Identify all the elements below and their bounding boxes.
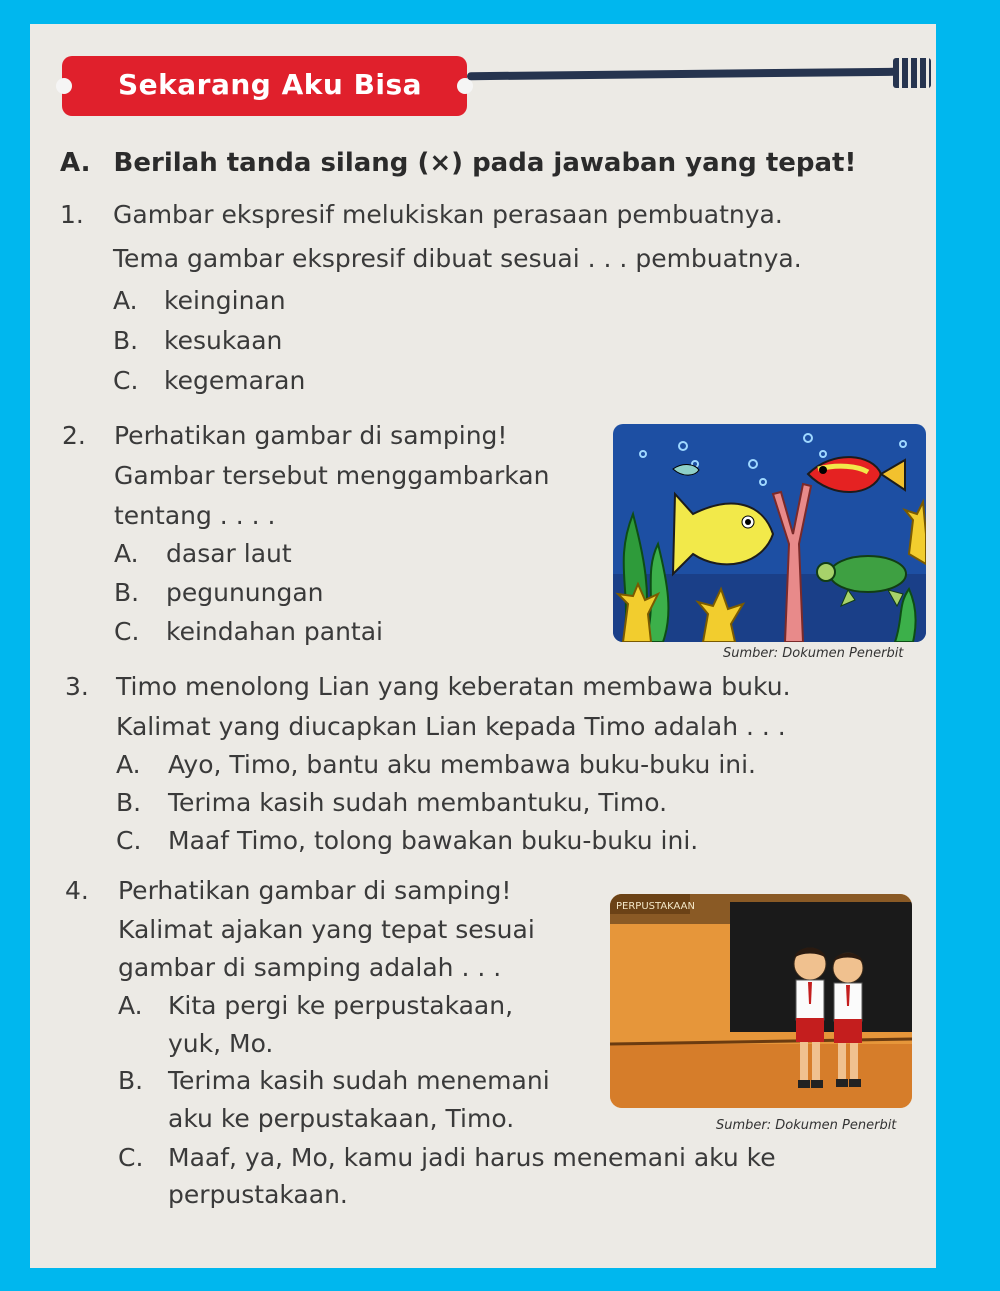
question-1-number: 1. <box>60 200 84 229</box>
question-3-number: 3. <box>65 672 89 701</box>
underwater-illustration <box>613 424 926 642</box>
question-2-line-3: tentang . . . . <box>114 501 276 530</box>
image-2-caption: Sumber: Dokumen Penerbit <box>716 1118 897 1133</box>
header-banner <box>62 56 467 116</box>
question-4-option-b-text[interactable]: Terima kasih sudah menemani <box>168 1066 550 1095</box>
question-3-option-a-letter[interactable]: A. <box>116 750 141 779</box>
question-4-line-1: Perhatikan gambar di samping! <box>118 876 512 905</box>
question-2-number: 2. <box>62 421 86 450</box>
question-4-line-3: gambar di samping adalah . . . <box>118 953 502 982</box>
question-2-option-b-text[interactable]: pegunungan <box>166 578 324 607</box>
question-4-option-a-text-2[interactable]: yuk, Mo. <box>168 1029 274 1058</box>
question-1-line-1: Gambar ekspresif melukiskan perasaan pembuatnya. <box>113 200 783 229</box>
banner-rule-end <box>893 58 931 88</box>
question-3-option-b-letter[interactable]: B. <box>116 788 142 817</box>
question-1-line-2: Tema gambar ekspresif dibuat sesuai . . . pembuatnya. <box>113 244 802 273</box>
library-illustration <box>610 894 912 1108</box>
question-1-option-b-letter[interactable]: B. <box>113 326 139 355</box>
image-1-caption: Sumber: Dokumen Penerbit <box>723 646 904 661</box>
question-4-number: 4. <box>65 876 89 905</box>
question-3-option-c-letter[interactable]: C. <box>116 826 142 855</box>
question-4-option-c-letter[interactable]: C. <box>118 1143 144 1172</box>
section-instruction <box>60 148 856 178</box>
question-3-option-c-text[interactable]: Maaf Timo, tolong bawakan buku-buku ini. <box>168 826 699 855</box>
question-2-option-b-letter[interactable]: B. <box>114 578 140 607</box>
question-2-line-1: Perhatikan gambar di samping! <box>114 421 508 450</box>
section-label: A. <box>60 148 91 178</box>
banner-dot-right <box>457 78 473 94</box>
question-3-option-a-text[interactable]: Ayo, Timo, bantu aku membawa buku-buku ini. <box>168 750 757 779</box>
question-4-option-a-text[interactable]: Kita pergi ke perpustakaan, <box>168 991 514 1020</box>
question-2-option-c-text[interactable]: keindahan pantai <box>166 617 384 646</box>
library-sign: PERPUSTAKAAN <box>616 901 695 912</box>
banner-title: Sekarang Aku Bisa <box>118 68 423 101</box>
question-4-line-2: Kalimat ajakan yang tepat sesuai <box>118 915 535 944</box>
question-4-option-c-text-2[interactable]: perpustakaan. <box>168 1180 348 1209</box>
question-2-option-a-letter[interactable]: A. <box>114 539 139 568</box>
question-1-option-b-text[interactable]: kesukaan <box>164 326 283 355</box>
question-1-option-a-letter[interactable]: A. <box>113 286 138 315</box>
question-1-option-c-text[interactable]: kegemaran <box>164 366 306 395</box>
question-2-option-c-letter[interactable]: C. <box>114 617 140 646</box>
question-2-line-2: Gambar tersebut menggambarkan <box>114 461 550 490</box>
section-instruction-text: Berilah tanda silang (×) pada jawaban yang tepat! <box>113 148 857 178</box>
question-4-option-c-text[interactable]: Maaf, ya, Mo, kamu jadi harus menemani aku ke <box>168 1143 776 1172</box>
question-4-option-b-text-2[interactable]: aku ke perpustakaan, Timo. <box>168 1104 515 1133</box>
question-3-line-1: Timo menolong Lian yang keberatan membawa buku. <box>116 672 791 701</box>
question-4-option-a-letter[interactable]: A. <box>118 991 143 1020</box>
question-4-option-b-letter[interactable]: B. <box>118 1066 144 1095</box>
question-1-option-c-letter[interactable]: C. <box>113 366 139 395</box>
question-3-option-b-text[interactable]: Terima kasih sudah membantuku, Timo. <box>168 788 668 817</box>
banner-dot-left <box>56 78 72 94</box>
question-1-option-a-text[interactable]: keinginan <box>164 286 286 315</box>
question-3-line-2: Kalimat yang diucapkan Lian kepada Timo adalah . . . <box>116 712 786 741</box>
question-2-option-a-text[interactable]: dasar laut <box>166 539 292 568</box>
